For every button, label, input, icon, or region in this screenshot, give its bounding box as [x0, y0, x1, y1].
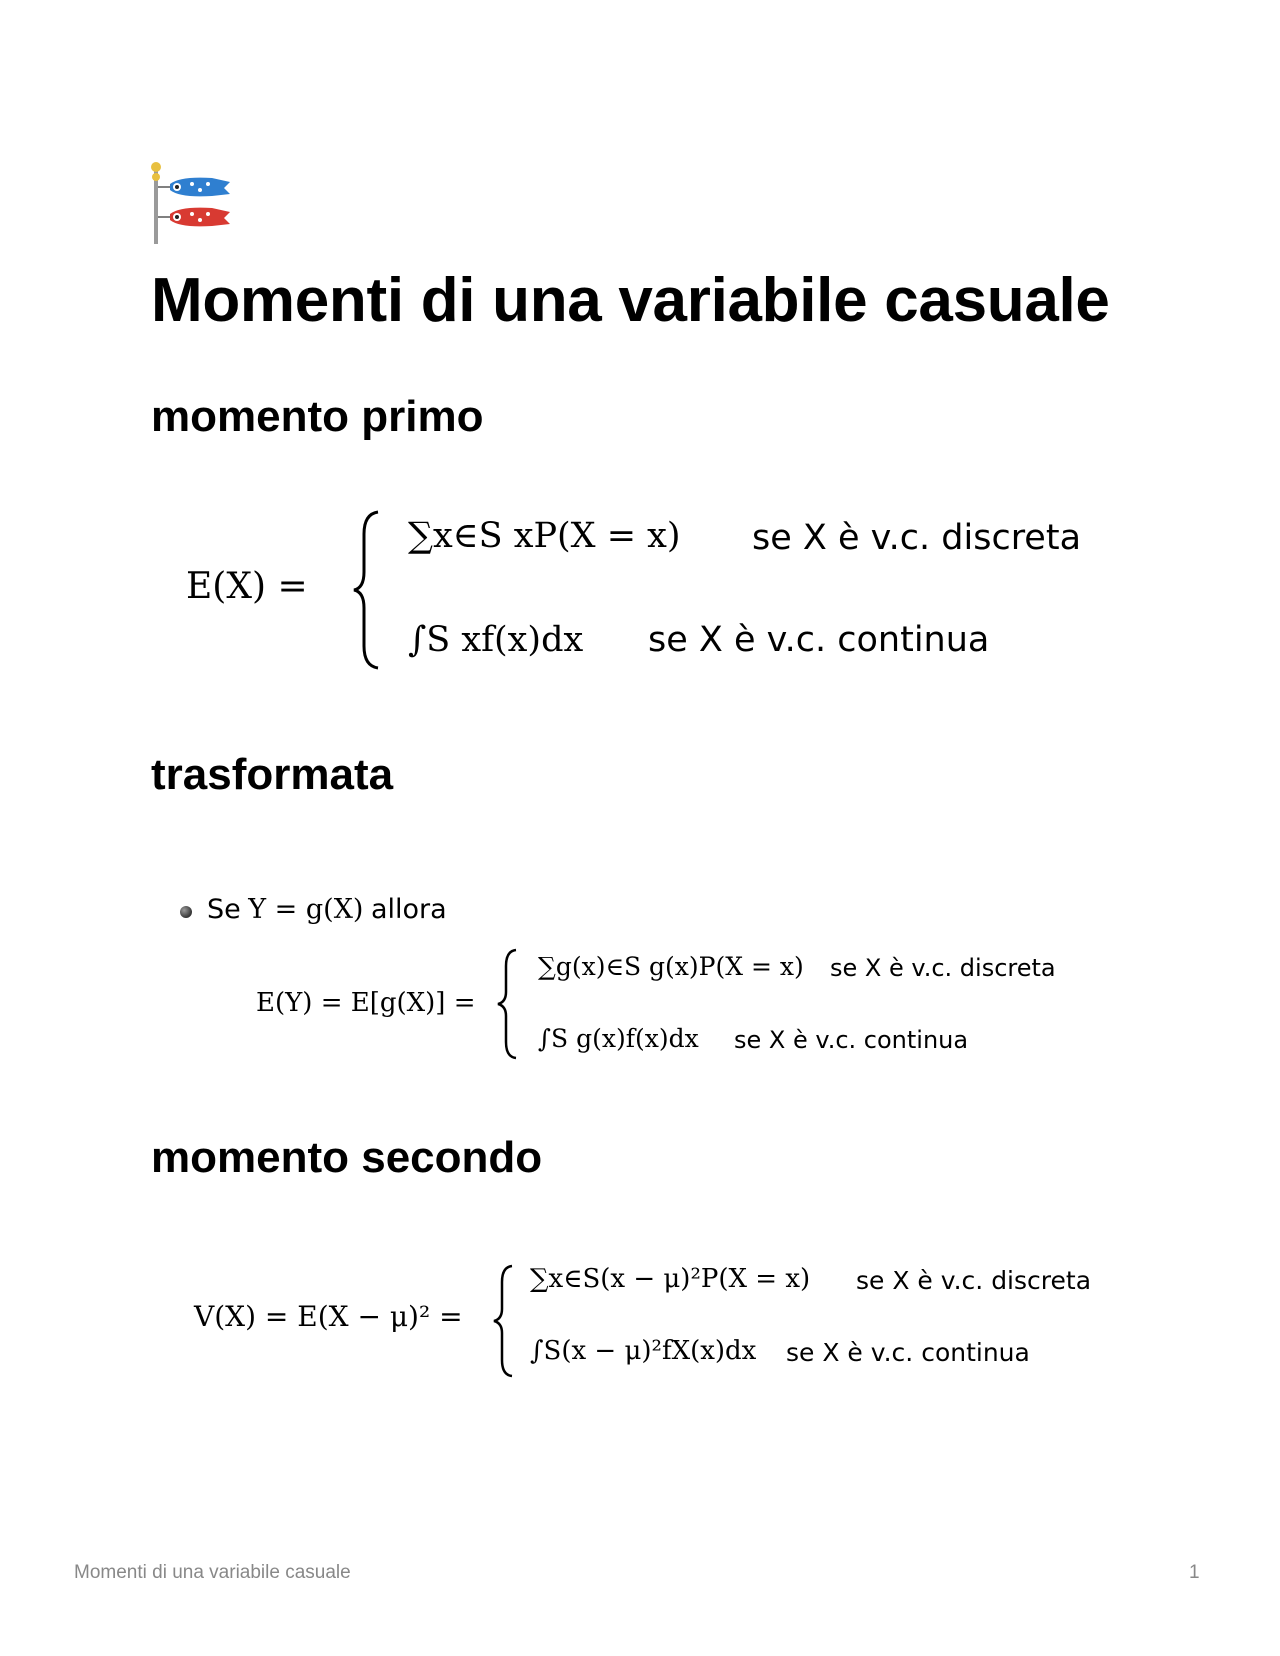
formula-case-continuous-text: se X è v.c. continua [786, 1338, 1030, 1367]
formula-case-discrete-text: se X è v.c. discreta [856, 1266, 1092, 1295]
formula-case-discrete-math: ∑g(x)∈S g(x)P(X = x) [538, 952, 804, 981]
bullet-suffix: allora [370, 894, 447, 925]
formula-case-continuous-math: ∫S g(x)f(x)dx [538, 1024, 699, 1053]
footer-title: Momenti di una variabile casuale [74, 1562, 351, 1583]
formula-lhs: E(Y) = E[g(X)] = [256, 988, 476, 1018]
koinobori-icon [150, 160, 242, 244]
left-brace-icon [352, 510, 382, 670]
left-brace-icon [496, 948, 520, 1060]
formula-case-continuous-math: ∫S(x − μ)²fX(x)dx [530, 1336, 757, 1366]
bullet-icon [180, 906, 192, 918]
formula-case-discrete-math: ∑x∈S(x − μ)²P(X = x) [530, 1264, 811, 1294]
formula-case-discrete-text: se X è v.c. discreta [830, 954, 1056, 982]
page-title: Momenti di una variabile casuale [151, 266, 1110, 335]
page-number: 1 [1189, 1562, 1200, 1583]
bullet-math: Y = g(X) [248, 894, 364, 925]
bullet-text [207, 894, 447, 925]
formula-case-discrete-text: se X è v.c. discreta [752, 518, 1082, 558]
left-brace-icon [492, 1264, 516, 1378]
bullet-prefix: Se [207, 894, 241, 925]
section-heading-momento-primo: momento primo [151, 392, 484, 441]
formula-lhs: V(X) = E(X − μ)² = [194, 1300, 463, 1333]
section-heading-trasformata: trasformata [151, 750, 394, 799]
formula-lhs: E(X) = [186, 566, 308, 607]
formula-case-continuous-math: ∫S xf(x)dx [408, 620, 584, 660]
section-heading-momento-secondo: momento secondo [151, 1133, 543, 1182]
formula-case-continuous-text: se X è v.c. continua [734, 1026, 969, 1054]
formula-case-continuous-text: se X è v.c. continua [648, 620, 990, 660]
formula-case-discrete-math: ∑x∈S xP(X = x) [408, 516, 681, 556]
